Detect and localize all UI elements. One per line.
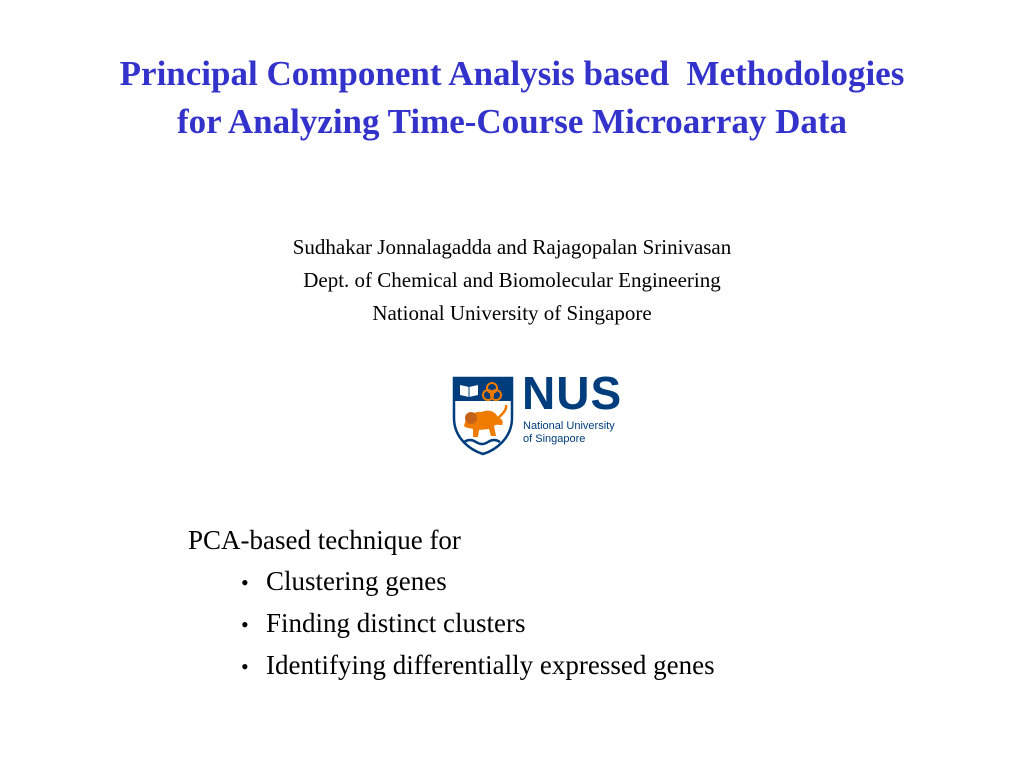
bullet-text: Identifying differentially expressed genes xyxy=(266,650,715,680)
body-lead: PCA-based technique for xyxy=(188,525,461,555)
list-item xyxy=(241,603,968,645)
nus-crest-icon xyxy=(452,376,514,456)
author-names: Sudhakar Jonnalagadda and Rajagopalan Srinivasan xyxy=(292,235,732,259)
author-department: Dept. of Chemical and Biomolecular Engineering xyxy=(303,268,721,292)
bullet-list xyxy=(188,561,968,687)
bullet-icon: • xyxy=(241,654,249,679)
nus-acronym: NUS xyxy=(522,367,623,419)
slide-title xyxy=(0,50,1024,146)
list-item xyxy=(241,561,968,603)
bullet-icon: • xyxy=(241,570,249,595)
nus-full-name xyxy=(523,420,615,446)
list-item xyxy=(241,645,968,687)
title-line-1: Principal Component Analysis based Methodologies xyxy=(119,54,905,93)
nus-name-line-2: of Singapore xyxy=(523,433,586,445)
bullet-text: Clustering genes xyxy=(266,566,447,596)
author-block xyxy=(0,231,1024,330)
nus-logo xyxy=(452,367,642,462)
bullet-icon: • xyxy=(241,612,249,637)
bullet-text: Finding distinct clusters xyxy=(266,608,526,638)
title-line-2: for Analyzing Time-Course Microarray Data xyxy=(176,102,848,141)
author-university: National University of Singapore xyxy=(372,301,652,325)
body-text xyxy=(188,520,968,687)
nus-name-line-1: National University xyxy=(523,420,615,432)
